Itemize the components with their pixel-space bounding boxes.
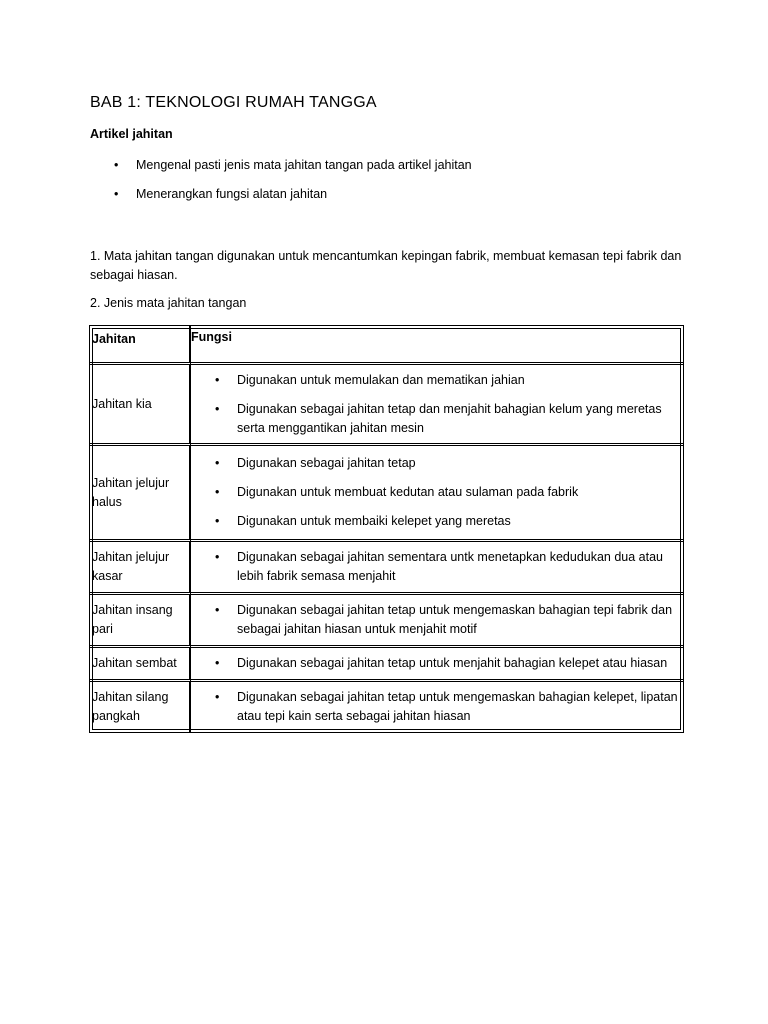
table-caption: 2. Jenis mata jahitan tangan (90, 296, 247, 310)
list-item: • Mengenal pasti jenis mata jahitan tangan pada artikel jahitan (90, 155, 472, 184)
stitch-functions (191, 595, 683, 648)
stitch-name: Jahitan insang pari (90, 595, 191, 648)
table-row (90, 446, 683, 542)
table-row (90, 648, 683, 682)
header-fungsi: Fungsi (191, 326, 683, 365)
bullet-icon: • (114, 187, 119, 201)
page-title: BAB 1: TEKNOLOGI RUMAH TANGGA (90, 94, 377, 111)
stitch-functions (191, 446, 683, 542)
objectives-list (90, 155, 472, 213)
stitch-functions (191, 365, 683, 446)
list-item: • Digunakan untuk membaiki kelepet yang meretas (191, 512, 683, 531)
bullet-icon: • (215, 485, 220, 499)
bullet-icon: • (215, 603, 220, 617)
bullet-icon: • (215, 372, 220, 387)
stitch-name: Jahitan kia (90, 365, 191, 446)
stitch-functions (191, 682, 683, 732)
bullet-icon: • (215, 514, 220, 528)
stitch-name: Jahitan jelujur halus (90, 446, 191, 542)
table-row (90, 365, 683, 446)
stitch-name: Jahitan jelujur kasar (90, 542, 191, 595)
bullet-icon: • (215, 690, 220, 704)
table-row (90, 595, 683, 648)
bullet-icon: • (215, 550, 220, 564)
table-row (90, 682, 683, 732)
header-jahitan: Jahitan (90, 326, 191, 365)
list-item: • Digunakan sebagai jahitan tetap (191, 454, 683, 473)
stitch-name: Jahitan sembat (90, 648, 191, 682)
list-item: • Digunakan sebagai jahitan tetap dan menjahit bahagian kelum yang meretas serta menggantikan jahitan mesin (215, 401, 662, 435)
stitch-functions (191, 542, 683, 595)
list-item: • Menerangkan fungsi alatan jahitan (90, 184, 472, 213)
stitch-functions (191, 648, 683, 682)
section-subtitle: Artikel jahitan (90, 127, 173, 141)
stitch-table (89, 325, 684, 733)
list-item: • Digunakan sebagai jahitan tetap untuk mengemaskan bahagian tepi fabrik dan sebagai jahitan hiasan untuk menjahit motif (215, 603, 673, 636)
list-item: • Digunakan untuk memulakan dan mematikan jahian (191, 371, 683, 390)
bullet-icon: • (114, 158, 119, 172)
stitch-name: Jahitan silang pangkah (90, 682, 191, 732)
bullet-icon: • (215, 656, 220, 670)
list-item: • Digunakan sebagai jahitan tetap untuk mengemaskan bahagian kelepet, lipatan atau tepi kain serta sebagai jahitan hiasan (215, 690, 678, 723)
table-row (90, 542, 683, 595)
list-item: • Digunakan untuk membuat kedutan atau sulaman pada fabrik (191, 483, 683, 502)
bullet-icon: • (215, 456, 220, 470)
list-item: • Digunakan sebagai jahitan tetap untuk menjahit bahagian kelepet atau hiasan (191, 654, 683, 673)
table-header-row (90, 326, 683, 365)
list-item: • Digunakan sebagai jahitan sementara untk menetapkan kedudukan dua atau lebih fabrik semasa menjahit (215, 550, 664, 583)
intro-paragraph: 1. Mata jahitan tangan digunakan untuk mencantumkan kepingan fabrik, membuat kemasan tepi fabrik dan sebagai hiasan. (90, 249, 682, 282)
bullet-icon: • (215, 401, 220, 416)
